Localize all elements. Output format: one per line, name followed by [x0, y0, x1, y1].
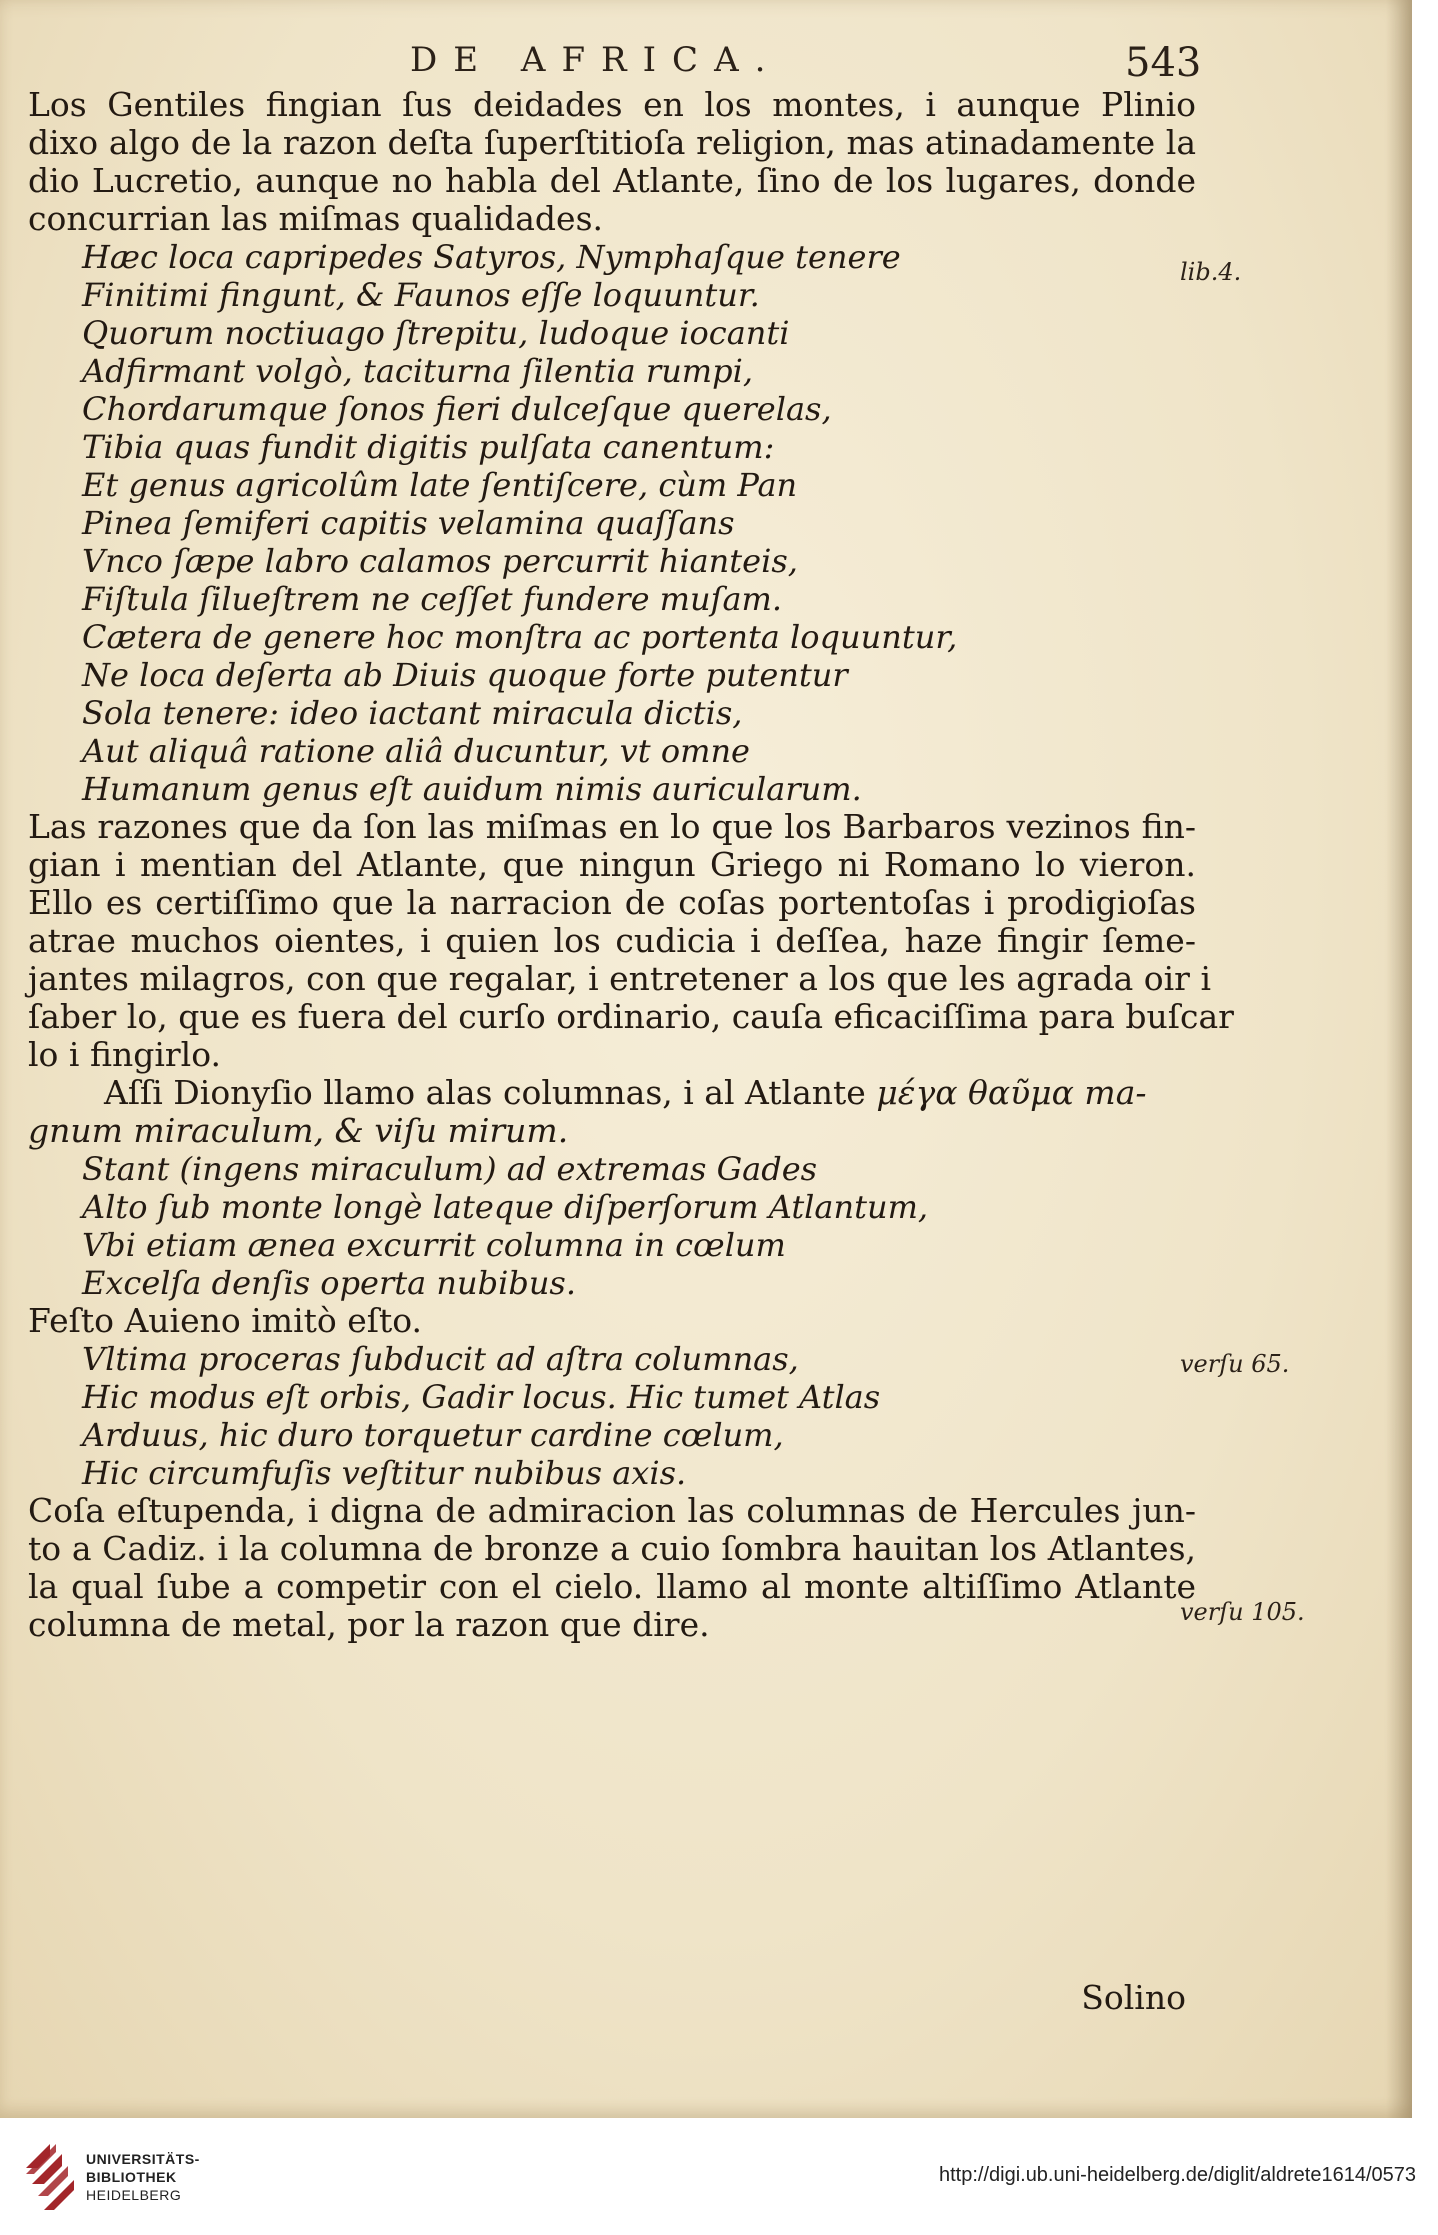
page-number: 543 [1125, 40, 1202, 86]
verse-line: Et genus agricolûm late ſentiſcere, cùm Pan [82, 466, 798, 504]
margin-note-versu105: verſu 105. [1180, 1598, 1305, 1626]
text-line: Coſa eſtupenda, i digna de admiracion las columnas de Hercules jun- [28, 1491, 1196, 1530]
library-logo-icon [22, 2140, 78, 2214]
text-line: gian i mentian del Atlante, que ningun Griego ni Romano lo vieron. [28, 845, 1196, 884]
verse-line: Alto ſub monte longè lateque diſperſorum Atlantum, [82, 1188, 929, 1226]
text-line: to a Cadiz. i la columna de bronze a cuio ſombra hauitan los Atlantes, [28, 1529, 1196, 1568]
text-line: jantes milagros, con que regalar, i entretener a los que les agrada oir i [28, 959, 1212, 998]
verse-line: Tibia quas fundit digitis pulſata canentum: [82, 428, 775, 466]
verse-line: Hic modus eſt orbis, Gadir locus. Hic tumet Atlas [82, 1378, 881, 1416]
margin-note-lib4: lib.4. [1180, 258, 1242, 286]
verse-line: Vnco ſæpe labro calamos percurrit hianteis, [82, 542, 798, 580]
verse-line: Vbi etiam ænea excurrit columna in cœlum [82, 1226, 786, 1264]
verse-line: Pinea ſemiferi capitis velamina quaſſans [82, 504, 735, 542]
verse-line: Excelſa denſis operta nubibus. [82, 1264, 577, 1302]
text-line: gnum miraculum, & viſu mirum. [28, 1111, 569, 1150]
verse-line: Aut aliquâ ratione aliâ ducuntur, vt omne [82, 732, 750, 770]
text-line: dixo algo de la razon deſta ſuperſtitioſa religion, mas atinadamente la [28, 123, 1196, 162]
verse-line: Vltima proceras ſubducit ad aſtra columnas, [82, 1340, 799, 1378]
library-name-line: UNIVERSITÄTS- [86, 2151, 200, 2167]
verse-line: Fiſtula ſilueſtrem ne ceſſet fundere muſam. [82, 580, 783, 618]
running-title: DE AFRICA. [410, 40, 782, 80]
verse-line: Finitimi fingunt, & Faunos eſſe loquuntur. [82, 276, 760, 314]
library-name-line: BIBLIOTHEK [86, 2169, 177, 2185]
text-line: Los Gentiles fingian ſus deidades en los montes, i aunque Plinio [28, 85, 1196, 124]
page-header [0, 40, 1412, 86]
verse-line: Hæc loca capripedes Satyros, Nymphaſque tenere [82, 238, 901, 276]
text-line: ſaber lo, que es fuera del curſo ordinario, cauſa eficaciſſima para buſcar [28, 997, 1234, 1036]
verse-line: Humanum genus eſt auidum nimis auricularum. [82, 770, 862, 808]
verse-line: Quorum noctiuago ſtrepitu, ludoque iocanti [82, 314, 790, 352]
library-name [86, 2150, 200, 2204]
library-name-line: HEIDELBERG [86, 2187, 182, 2203]
verse-line: Ne loca deſerta ab Diuis quoque forte putentur [82, 656, 848, 694]
verse-line: Adfirmant volgò, taciturna ſilentia rumpi, [82, 352, 754, 390]
verse-line: Hic circumfuſis veſtitur nubibus axis. [82, 1454, 687, 1492]
text-line-with-greek [28, 1074, 1196, 1112]
text-line: Feſto Auieno imitò eſto. [28, 1301, 423, 1340]
greek-phrase: μέγα θαῦμα [876, 1073, 1074, 1112]
text-line: Las razones que da ſon las miſmas en lo que los Barbaros vezinos fin- [28, 807, 1196, 846]
text-line: Ello es certiſſimo que la narracion de coſas portentoſas i prodigioſas [28, 883, 1196, 922]
verse-line: Sola tenere: ideo iactant miracula dictis, [82, 694, 743, 732]
text-line: dio Lucretio, aunque no habla del Atlante, ſino de los lugares, donde [28, 161, 1196, 200]
catchword: Solino [1081, 1978, 1186, 2017]
text-line: la qual ſube a competir con el cielo. llamo al monte altiſſimo Atlante [28, 1567, 1196, 1606]
text-line: concurrian las miſmas qualidades. [28, 199, 604, 238]
verse-line: Stant (ingens miraculum) ad extremas Gades [82, 1150, 818, 1188]
verse-line: Cætera de genere hoc monſtra ac portenta loquuntur, [82, 618, 958, 656]
text-segment: Aſſi Dionyſio llamo alas columnas, i al Atlante [104, 1073, 866, 1112]
verse-line: Arduus, hic duro torquetur cardine cœlum, [82, 1416, 784, 1454]
verse-line: Chordarumque ſonos fieri dulceſque querelas, [82, 390, 832, 428]
footer-bar [0, 2118, 1438, 2235]
latin-segment: ma- [1073, 1073, 1147, 1112]
margin-note-versu65: verſu 65. [1180, 1350, 1290, 1378]
text-line: columna de metal, por la razon que dire. [28, 1605, 710, 1644]
source-url-link[interactable]: http://digi.ub.uni-heidelberg.de/diglit/aldrete1614/0573 [938, 2164, 1416, 2186]
text-line: lo i fingirlo. [28, 1035, 222, 1074]
text-line: atrae muchos oientes, i quien los cudicia i deſſea, haze fingir ſeme- [28, 921, 1196, 960]
